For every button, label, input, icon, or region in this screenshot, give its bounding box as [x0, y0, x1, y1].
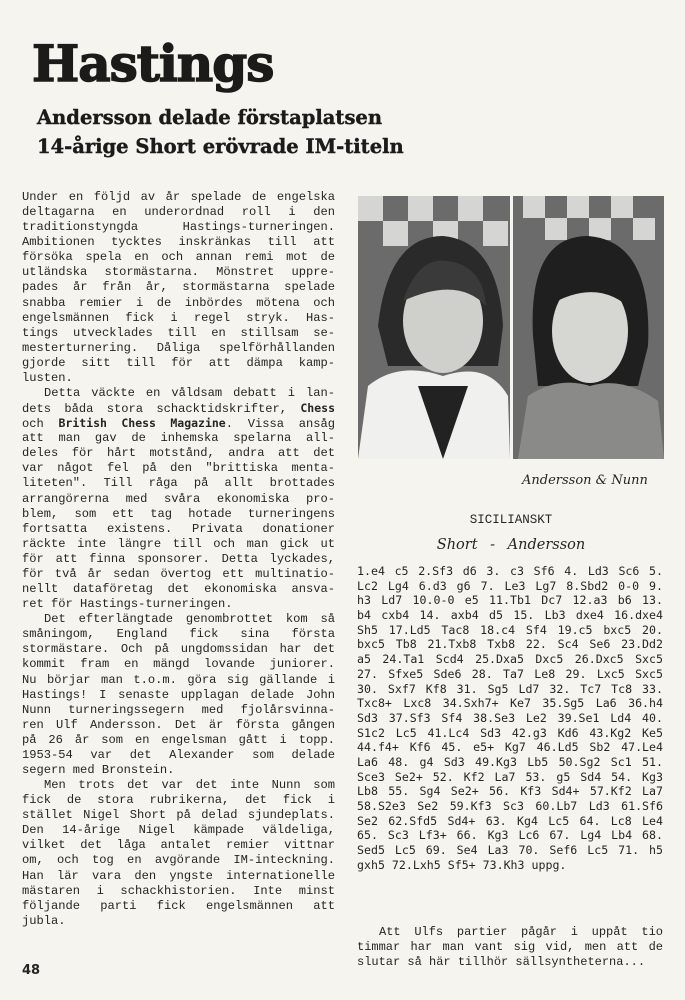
- text-line: Lc2 Lg4 6.d3 g6 7. Le3 Lg7 8.Sbd2 0-0 9.: [357, 578, 663, 593]
- text-line: 58.S2e3 Se2 59.Kf3 Sc3 60.Lb7 Ld3 61.Sf6: [357, 799, 663, 813]
- text-line: mesterturnering. Dåliga spelförhållanden: [22, 340, 335, 355]
- text-line: Den 14-årige Nigel kämpade väldeliga,: [22, 823, 335, 838]
- text-line: Det efterlängtade genombrottet kom så: [44, 612, 335, 627]
- text-line: liteten". Till råga på allt brottades: [22, 476, 335, 491]
- player-photo: [358, 196, 664, 459]
- text-line: Att Ulfs partier pågår i uppåt tio: [379, 925, 663, 939]
- text-line: segern med Bronstein.: [22, 762, 175, 777]
- text-line: följande parti fick engelsmännen att: [22, 898, 335, 913]
- text-line: lusten.: [22, 370, 73, 385]
- text-line: att man gav de inhemska spelarna all-: [22, 431, 335, 446]
- text-line: Sed5 Lc5 69. Se4 La3 70. Sef6 Lc5 71. h5: [357, 843, 663, 858]
- text-line: vilket det låga antalet remier vittnar: [22, 838, 335, 853]
- text-line: timmar har man vant sig vid, men att de: [357, 940, 663, 954]
- text-line: snabba remier i de inbördes mötena och: [22, 295, 335, 310]
- text-line: blem, som ett tag hotade turneringens: [22, 506, 335, 521]
- text-line: Nunn turneringssegern med fjolårsvinna-: [22, 702, 335, 717]
- text-line: om, och tog en avgörande IM-inteckning.: [22, 853, 335, 868]
- text-line: var något fel på den "brittiska menta-: [22, 461, 335, 476]
- text-line: pades år från år, stormästarna spelade: [22, 280, 335, 295]
- text-line: Hastings! I senaste upplagan delade John: [22, 687, 335, 702]
- article-body: [22, 190, 335, 929]
- text-line: Detta väckte en våldsam debatt i lan-: [44, 386, 335, 401]
- text-line: räckte inte längre till och man gick ut: [22, 536, 335, 551]
- text-line: deltagarna en underordnad roll i den: [22, 205, 335, 220]
- text-line: a5 24.Ta1 Scd4 25.Dxa5 Dxc5 26.Dxc5 Sxc5: [357, 652, 663, 667]
- text-line: Lb8 55. Sg4 Se2+ 56. Kf3 Sd4+ 57.Kf2 La7: [357, 784, 663, 799]
- text-line: h3 Ld7 10.0-0 e5 11.Tb1 Dc7 12.a3 b6 13.: [357, 593, 663, 608]
- text-line: traditionstyngda Hastings-turneringen.: [22, 220, 335, 235]
- text-line: jubla.: [22, 913, 66, 928]
- subtitle-line-1: Andersson delade förstaplatsen: [37, 106, 383, 129]
- text-line: gxh5 72.Lxh5 Sf5+ 73.Kh3 uppg.: [357, 857, 567, 872]
- text-line: utländska stormästarna. Mönstret uppre-: [22, 265, 335, 280]
- page-title: Hastings: [32, 34, 274, 93]
- text-line: Han lär vara den yngste internationelle: [22, 868, 335, 883]
- text-line: 1953-54 var det Alexander som delade: [22, 747, 335, 762]
- text-line: bxc5 Tb8 21.Txb8 Txb8 22. Sc4 Se6 23.Dd2: [357, 637, 663, 652]
- text-line: Sd3 37.Sf3 Sf4 38.Se3 Le2 39.Se1 Ld4 40.: [357, 710, 663, 725]
- game-players: Short - Andersson: [436, 537, 586, 553]
- closing-paragraph: [357, 925, 663, 970]
- text-line: 44.f4+ Kf6 45. e5+ Kg7 46.Ld5 Sb2 47.Le4: [357, 740, 663, 755]
- text-line: mästaren i schackhistorien. Inte minst: [22, 883, 335, 898]
- text-line: 65. Sc3 Lf3+ 66. Kg3 Lc6 67. Lg4 Lb4 68.: [357, 828, 663, 843]
- text-line: Nu börjar man t.o.m. göra sig gällande i: [22, 672, 335, 687]
- text-line: tings utvecklades till en stillsam se-: [22, 325, 335, 340]
- text-line: Se2 62.Sfd5 Sd4+ 63. Kg4 Lc5 64. Lc8 Le4: [357, 813, 663, 828]
- text-line: Txc8+ Lxc8 34.Sxh7+ Ke7 35.Sg5 La6 36.h4: [357, 696, 663, 711]
- text-line: försöka spela en och annan remi mot de: [22, 250, 335, 265]
- opening-name: SICILIANSKT: [469, 513, 553, 527]
- text-line: Ambitionen tycktes inskränkas till att: [22, 235, 335, 250]
- text-line: stället Nigel Short på delad sjundeplats.: [22, 808, 335, 823]
- text-line: ret för Hastings-turneringen.: [22, 597, 233, 612]
- text-line: Sh5 17.Ld5 Tac8 18.c4 Sf4 19.c5 bxc5 20.: [357, 622, 663, 637]
- text-line: Men trots det var det inte Nunn som: [44, 778, 335, 793]
- subtitle-line-2: 14-årige Short erövrade IM-titeln: [37, 135, 404, 158]
- text-line: gjorde sitt till för att dämpa kamp-: [22, 355, 335, 370]
- text-line: kommit fram en mängd lovande juniorer.: [22, 657, 335, 672]
- text-line: dets båda stora schacktidskrifter, Chess: [22, 401, 335, 417]
- text-line: 1.e4 c5 2.Sf3 d6 3. c3 Sf6 4. Ld3 Sc6 5.: [357, 564, 663, 578]
- text-line: fortsatta existens. Privata donationer: [22, 521, 335, 536]
- text-line: Under en följd av år spelade de engelska: [22, 190, 335, 204]
- page-number: 48: [22, 963, 41, 978]
- text-line: deles för hårt motstånd, andra att det: [22, 446, 335, 461]
- text-line: La6 48. g4 Sd3 49.Kg3 Lb5 50.Sg2 Sc1 51.: [357, 754, 663, 769]
- text-line: arrangörerna med svåra ekonomiska pro-: [22, 491, 335, 506]
- text-line: 27. Sfxe5 Sde6 28. Ta7 Le8 29. Lxc5 Sxc5: [357, 666, 663, 681]
- text-line: på 26 år som en engelsman gått i topp.: [22, 732, 335, 747]
- text-line: och British Chess Magazine. Vissa ansåg: [22, 416, 335, 432]
- text-line: engelsmännen fick i regel stryk. Has-: [22, 310, 335, 325]
- text-line: 30. Sxf7 Kf8 31. Sg5 Ld7 32. Tc7 Tc8 33.: [357, 681, 663, 696]
- text-line: stormästare. Och på ungdomssidan har det: [22, 642, 335, 657]
- text-line: fick de stora rubrikerna, det fick i: [22, 793, 335, 808]
- text-line: b4 cxb4 14. axb4 d5 15. Lb3 dxe4 16.dxe4: [357, 608, 663, 623]
- text-line: för två år sedan övertog ett multinatio-: [22, 566, 335, 581]
- text-line: småningom, England fick sina första: [22, 627, 335, 642]
- photo-caption: Andersson & Nunn: [522, 473, 648, 488]
- text-line: Sce3 Se2+ 52. Kf2 La7 53. g5 Sd4 54. Kg3: [357, 769, 663, 784]
- text-line: nellt dataföretag det ekonomiska ansva-: [22, 582, 335, 597]
- text-line: slutar så här tillhör sällsyntheterna...: [357, 955, 646, 969]
- text-line: S1c2 Lc5 41.Lc4 Sd3 42.g3 Kd6 43.Kg2 Ke5: [357, 725, 663, 740]
- game-moves: [357, 564, 663, 872]
- text-line: ren Ulf Andersson. Det är första gången: [22, 717, 335, 732]
- text-line: för att finna sponsorer. Detta lyckades,: [22, 551, 335, 566]
